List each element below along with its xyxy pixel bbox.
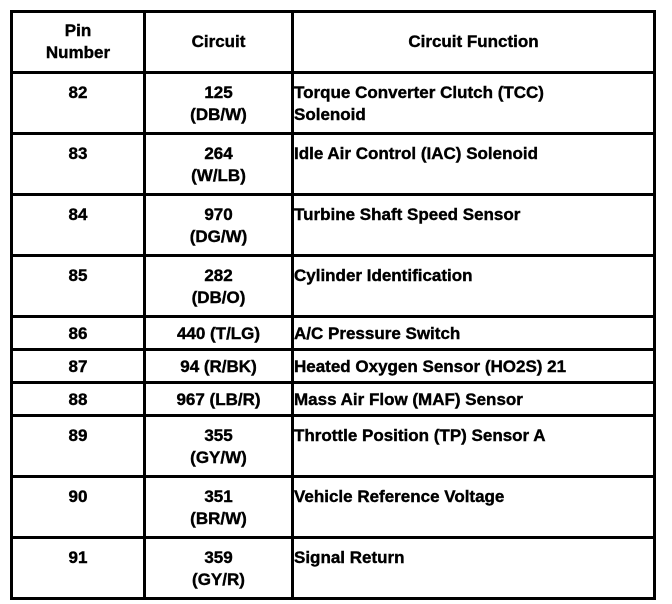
function-line: Cylinder Identification — [294, 266, 473, 285]
circuit-cell — [145, 416, 293, 477]
circuit-line: (GY/R) — [192, 570, 245, 589]
circuit-cell — [145, 350, 293, 383]
circuit-function-cell — [293, 256, 655, 317]
table-row — [12, 538, 655, 599]
circuit-cell — [145, 256, 293, 317]
circuit-line: 282 — [204, 266, 233, 285]
circuit-function-cell — [293, 73, 655, 134]
pin-table — [10, 10, 656, 600]
circuit-function-cell — [293, 350, 655, 383]
table-row — [12, 195, 655, 256]
function-line: Mass Air Flow (MAF) Sensor — [294, 390, 523, 409]
function-line: Throttle Position (TP) Sensor A — [294, 426, 546, 445]
pin-number-cell: 87 — [12, 350, 145, 383]
circuit-line: (DG/W) — [189, 227, 248, 246]
header-pin-line1: Pin — [64, 21, 92, 40]
function-line: Idle Air Control (IAC) Solenoid — [294, 144, 538, 163]
header-pin-number — [12, 12, 145, 73]
function-line: Heated Oxygen Sensor (HO2S) 21 — [294, 357, 567, 376]
circuit-cell — [145, 195, 293, 256]
circuit-line: 967 (LB/R) — [176, 390, 261, 409]
table-row — [12, 73, 655, 134]
circuit-line: (DB/O) — [191, 288, 246, 307]
circuit-line: 355 — [204, 426, 233, 445]
circuit-function-cell — [293, 383, 655, 416]
circuit-function-cell — [293, 317, 655, 350]
circuit-line: 264 — [204, 144, 233, 163]
circuit-cell — [145, 317, 293, 350]
circuit-line: 94 (R/BK) — [180, 357, 257, 376]
table-row — [12, 416, 655, 477]
pin-number-cell: 91 — [12, 538, 145, 599]
circuit-line: (W/LB) — [191, 166, 246, 185]
pin-number-cell: 90 — [12, 477, 145, 538]
circuit-line: 440 (T/LG) — [176, 324, 261, 343]
circuit-line: 359 — [204, 548, 233, 567]
circuit-cell — [145, 383, 293, 416]
table-row — [12, 256, 655, 317]
function-line: Vehicle Reference Voltage — [294, 487, 505, 506]
table-row — [12, 350, 655, 383]
circuit-function-cell — [293, 538, 655, 599]
pin-number-cell: 89 — [12, 416, 145, 477]
circuit-line: 125 — [204, 83, 233, 102]
pin-number-cell: 82 — [12, 73, 145, 134]
pin-number-cell: 88 — [12, 383, 145, 416]
table-row — [12, 317, 655, 350]
header-pin-line2: Number — [45, 43, 111, 62]
circuit-function-cell — [293, 195, 655, 256]
circuit-line: (BR/W) — [190, 509, 247, 528]
circuit-line: (DB/W) — [190, 105, 247, 124]
pin-number-cell: 86 — [12, 317, 145, 350]
circuit-line: 351 — [204, 487, 233, 506]
function-line: Turbine Shaft Speed Sensor — [294, 205, 521, 224]
table-row — [12, 134, 655, 195]
circuit-function-cell — [293, 416, 655, 477]
table-row — [12, 477, 655, 538]
circuit-line: 970 — [204, 205, 233, 224]
circuit-line: (GY/W) — [190, 448, 247, 467]
function-line: Solenoid — [294, 105, 366, 124]
circuit-cell — [145, 538, 293, 599]
circuit-function-cell — [293, 477, 655, 538]
header-circuit-function: Circuit Function — [293, 12, 655, 73]
circuit-cell — [145, 477, 293, 538]
function-line: Signal Return — [294, 548, 405, 567]
pin-number-cell: 84 — [12, 195, 145, 256]
pin-table-container — [10, 10, 653, 600]
table-row — [12, 383, 655, 416]
circuit-cell — [145, 134, 293, 195]
pin-number-cell: 85 — [12, 256, 145, 317]
table-header-row — [12, 12, 655, 73]
function-line: A/C Pressure Switch — [294, 324, 461, 343]
circuit-cell — [145, 73, 293, 134]
header-circuit: Circuit — [145, 12, 293, 73]
function-line: Torque Converter Clutch (TCC) — [294, 83, 544, 102]
pin-number-cell: 83 — [12, 134, 145, 195]
circuit-function-cell — [293, 134, 655, 195]
